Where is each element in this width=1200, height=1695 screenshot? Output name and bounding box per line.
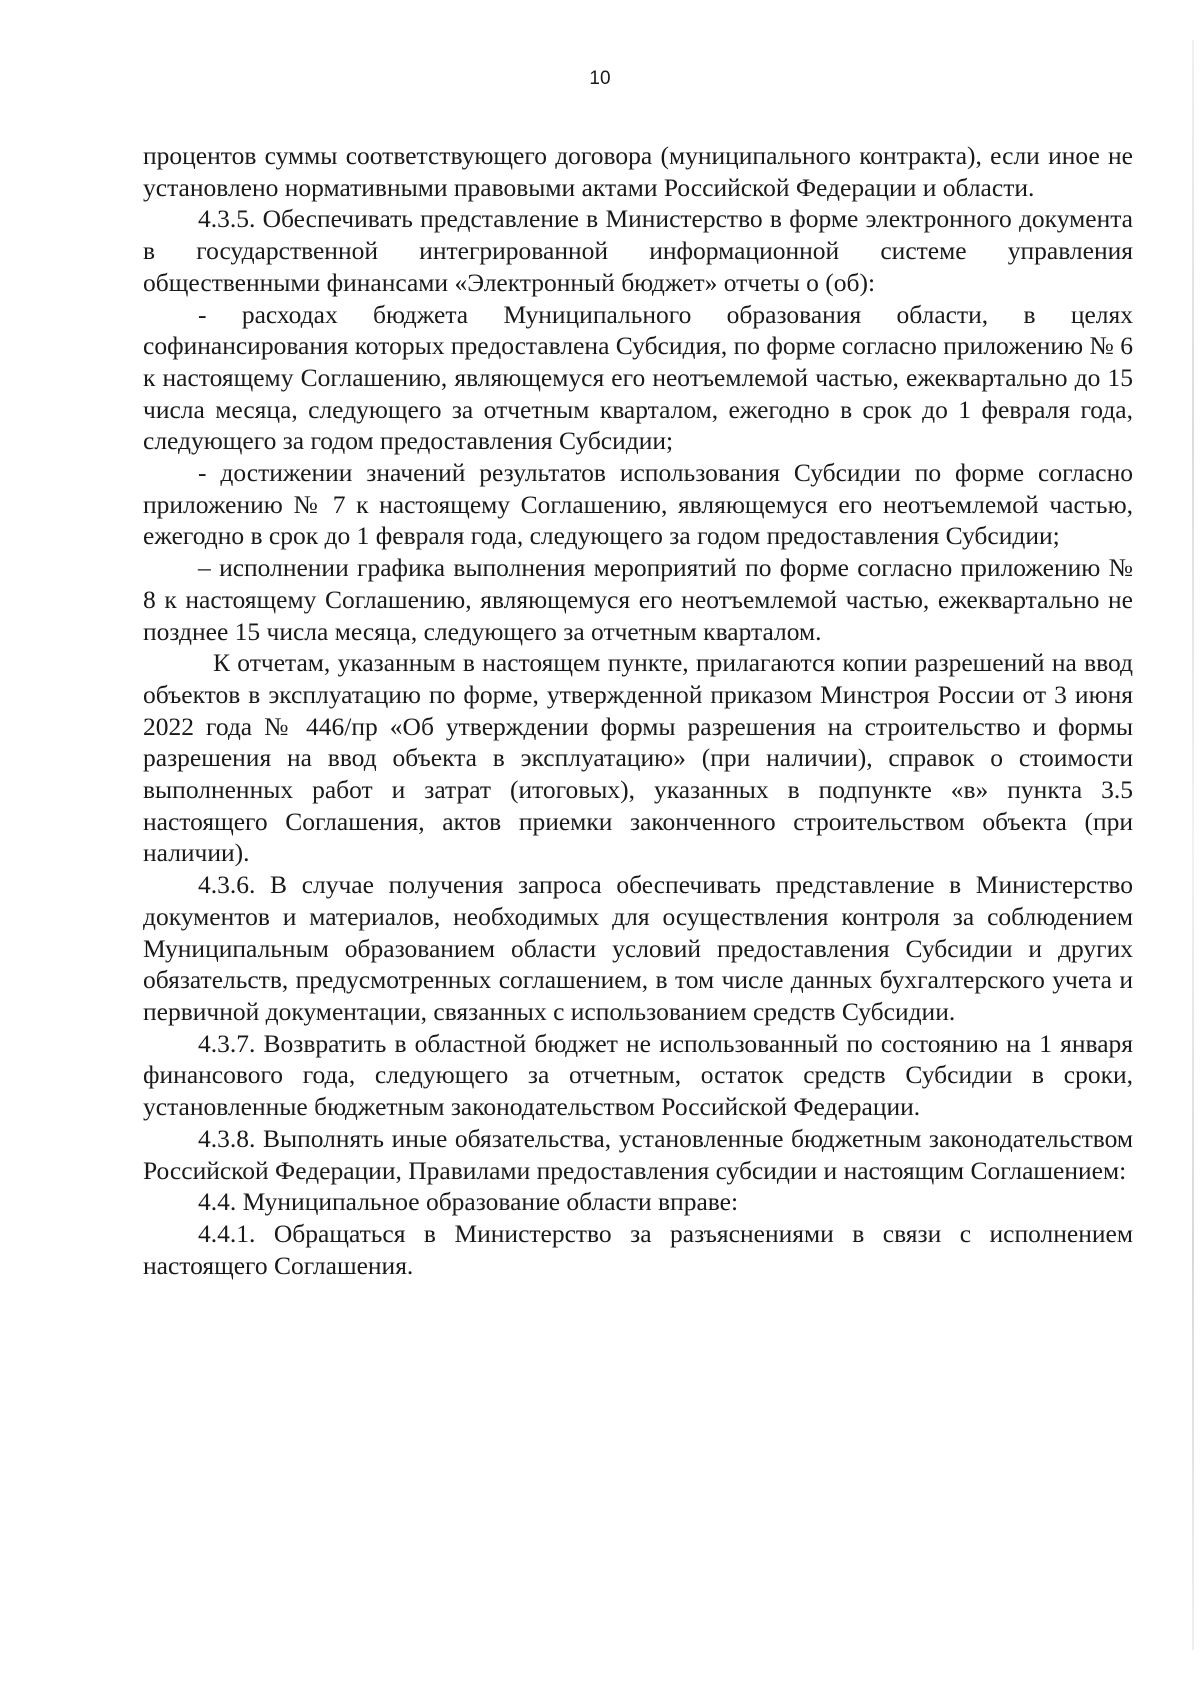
clause-4-3-8: 4.3.8. Выполнять иные обязательства, установленные бюджетным законодательством Российской Федерации, Правилами предоставления субсидии и настоящим Соглашением: [143, 1123, 1133, 1185]
clause-4-3-6: 4.3.6. В случае получения запроса обеспечивать представление в Министерство документов и материалов, необходимых для осуществления контроля за соблюдением Муниципальным образованием области условий предоставления Субсидии и других обязательств, предусмотренных соглашением, в том числе данных бухгалтерского учета и первичной документации, связанных с использованием средств Субсидии. [143, 870, 1133, 1026]
paragraph-attachments: К отчетам, указанным в настоящем пункте, прилагаются копии разрешений на ввод объектов в эксплуатацию по форме, утвержденной приказом Минстроя России от 3 июня 2022 года № 446/пр «Об утверждении формы разрешения на строительство и формы разрешения на ввод объекта в эксплуатацию» (при наличии), справок о стоимости выполненных работ и затрат (итоговых), указанных в подпункте «в» пункта 3.5 настоящего Соглашения, актов приемки законченного строительством объекта (при наличии). [143, 648, 1133, 868]
list-item-results-report: - достижении значений результатов использования Субсидии по форме согласно приложению № 7 к настоящему Соглашению, являющемуся его неотъемлемой частью, ежегодно в срок до 1 февраля года, следующего за годом предоставления Субсидии; [143, 458, 1133, 551]
clause-4-3-7: 4.3.7. Возвратить в областной бюджет не использованный по состоянию на 1 января финансового года, следующего за отчетным, остаток средств Субсидии в сроки, установленные бюджетным законодательством Российской Федерации. [143, 1028, 1133, 1122]
document-body [143, 140, 1133, 1281]
page-number: 10 [589, 68, 611, 89]
scan-edge-line [1192, 40, 1194, 1650]
paragraph-continuation: процентов суммы соответствующего договора (муниципального контракта), если иное не установлено нормативными правовыми актами Российской Федерации и области. [143, 141, 1133, 202]
clause-4-4: 4.4. Муниципальное образование области вправе: [198, 1187, 739, 1217]
list-item-schedule-report: – исполнении графика выполнения мероприятий по форме согласно приложению № 8 к настоящему Соглашению, являющемуся его неотъемлемой частью, ежеквартально не позднее 15 числа месяца, следующего за отчетным кварталом. [143, 553, 1133, 646]
list-item-expenses-report: - расходах бюджета Муниципального образования области, в целях софинансирования которых предоставлена Субсидия, по форме согласно приложению № 6 к настоящему Соглашению, являющемуся его неотъемлемой частью, ежеквартально до 15 числа месяца, следующего за отчетным кварталом, ежегодно в срок до 1 февраля года, следующего за годом предоставления Субсидии; [143, 299, 1133, 456]
clause-4-3-5: 4.3.5. Обеспечивать представление в Министерство в форме электронного документа в государственной интегрированной информационной системе управления общественными финансами «Электронный бюджет» отчеты о (об): [143, 204, 1133, 297]
clause-4-4-1: 4.4.1. Обращаться в Министерство за разъяснениями в связи с исполнением настоящего Соглашения. [143, 1218, 1133, 1280]
